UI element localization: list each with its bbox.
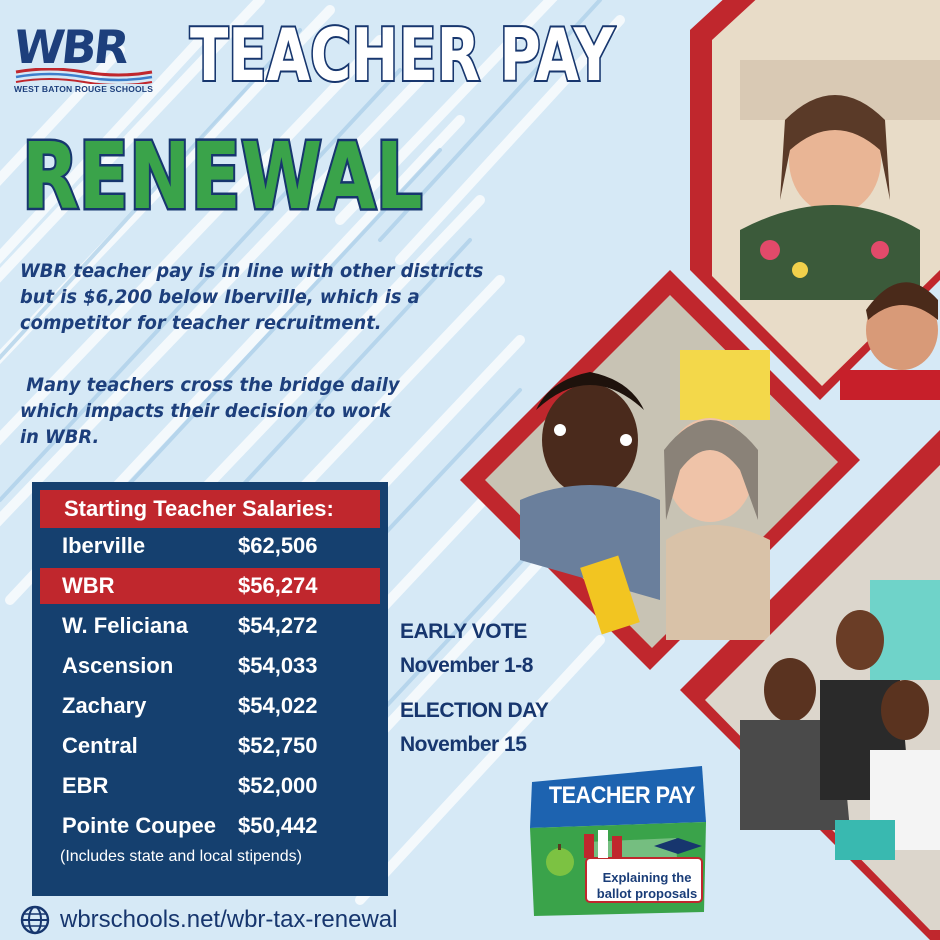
early-vote-label: EARLY VOTE <box>400 620 527 643</box>
district-salary: $52,000 <box>238 773 318 798</box>
teacher-pay-badge <box>526 762 710 918</box>
salary-row <box>40 528 380 564</box>
logo-letters: WBR <box>11 20 130 74</box>
paragraph-line: competitor for teacher recruitment. <box>20 312 382 334</box>
salary-row <box>40 648 380 684</box>
district-name: Iberville <box>62 533 146 558</box>
paragraph-line: but is $6,200 below Iberville, which is a <box>20 286 420 308</box>
paragraph-line: in WBR. <box>20 426 100 448</box>
badge-line: ballot proposals <box>596 886 698 901</box>
globe-icon <box>20 905 50 935</box>
wbr-logo <box>11 20 154 96</box>
district-salary: $52,750 <box>238 733 318 758</box>
headline-renewal: RENEWAL <box>22 123 423 230</box>
district-name: Ascension <box>62 653 174 678</box>
paragraph-line: Many teachers cross the bridge daily <box>20 374 400 396</box>
salary-row <box>40 688 380 724</box>
apple-icon <box>546 848 574 876</box>
district-salary: $54,272 <box>238 613 318 638</box>
paragraph-pay-comparison <box>20 258 483 336</box>
salary-table-header: Starting Teacher Salaries: <box>40 490 380 528</box>
salary-row-highlighted <box>40 568 380 604</box>
salary-table-note: (Includes state and local stipends) <box>60 848 302 865</box>
paragraph-line: WBR teacher pay is in line with other districts <box>20 260 484 282</box>
district-name: Central <box>62 733 138 758</box>
salary-table <box>32 482 388 896</box>
website-link[interactable]: wbrschools.net/wbr-tax-renewal <box>60 906 398 933</box>
badge-title: TEACHER PAY <box>548 782 696 809</box>
district-salary: $54,022 <box>238 693 318 718</box>
district-salary: $56,274 <box>238 573 318 598</box>
election-day-date: November 15 <box>400 733 527 756</box>
district-name: WBR <box>62 573 115 598</box>
headline-teacher-pay: TEACHER PAY <box>190 13 615 97</box>
early-vote-dates: November 1-8 <box>400 654 533 677</box>
salary-row <box>40 608 380 644</box>
salary-row <box>40 728 380 764</box>
logo-subtitle: WEST BATON ROUGE SCHOOLS <box>14 84 154 94</box>
district-name: W. Feliciana <box>62 613 188 638</box>
paragraph-bridge <box>20 372 399 450</box>
logo-wave-icon <box>14 68 154 84</box>
district-name: Zachary <box>62 693 147 718</box>
district-salary: $50,442 <box>238 813 318 838</box>
district-name: Pointe Coupee <box>62 813 217 838</box>
district-name: EBR <box>62 773 109 798</box>
election-day-label: ELECTION DAY <box>400 699 549 722</box>
badge-line: Explaining the <box>602 870 692 885</box>
paragraph-line: which impacts their decision to work <box>20 400 391 422</box>
district-salary: $62,506 <box>238 533 318 558</box>
salary-row <box>40 768 380 804</box>
salary-row <box>40 808 380 844</box>
district-salary: $54,033 <box>238 653 318 678</box>
